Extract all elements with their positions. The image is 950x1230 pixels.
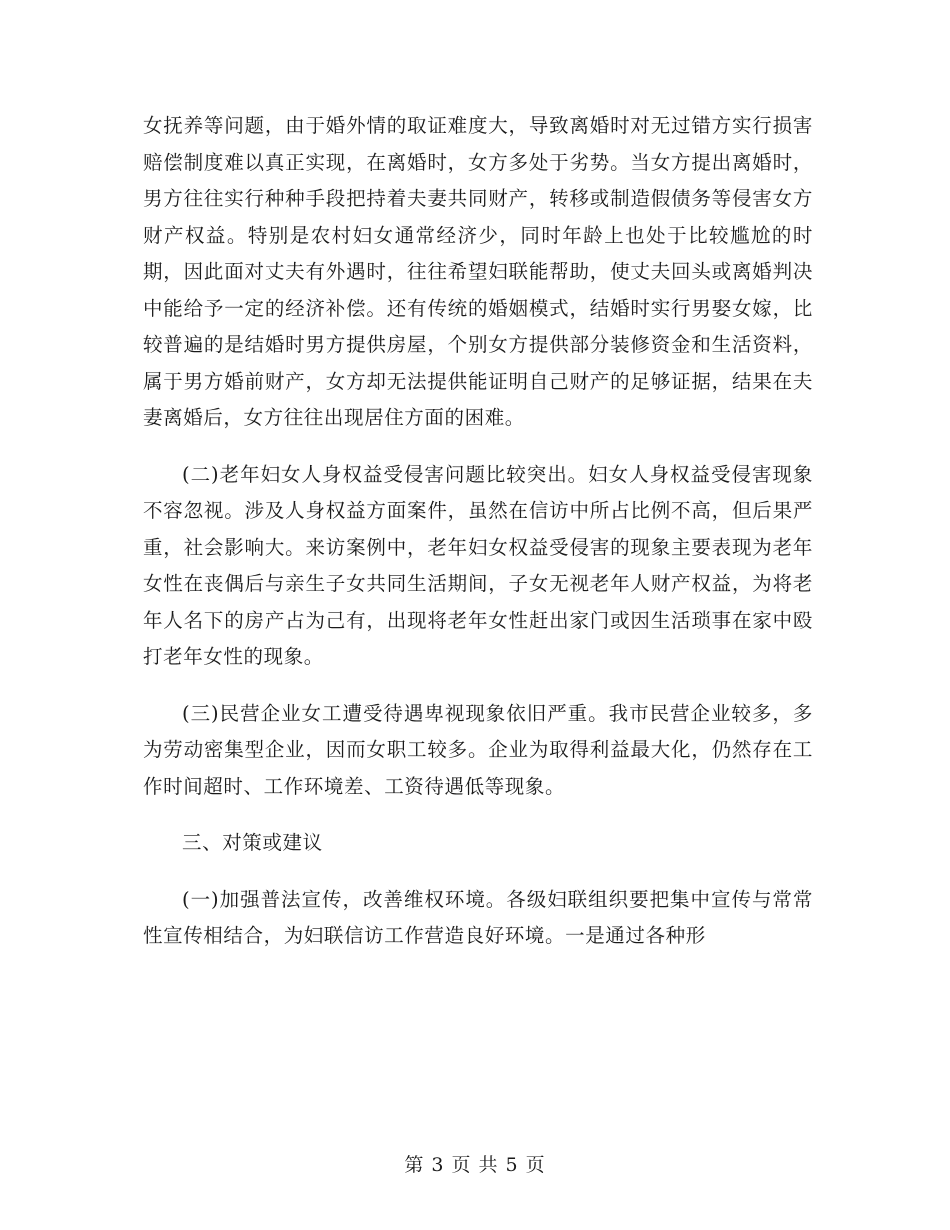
paragraph-gap	[143, 676, 813, 696]
page-number-footer: 第 3 页 共 5 页	[404, 1154, 546, 1176]
paragraph-gap	[143, 862, 813, 882]
paragraph-property-rights: 女抚养等问题，由于婚外情的取证难度大，导致离婚时对无过错方实行损害赔偿制度难以真正实现，在离婚时，女方多处于劣势。当女方提出离婚时，男方往往实行种种手段把持着夫妻共同财产，转移或制造假债务等侵害女方财产权益。特别是农村妇女通常经济少，同时年龄上也处于比较尴尬的时期，因此面对丈夫有外遇时，往往希望妇联能帮助，使丈夫回头或离婚判决中能给予一定的经济补偿。还有传统的婚姻模式，结婚时实行男娶女嫁，比较普遍的是结婚时男方提供房屋，个别女方提供部分装修资金和生活资料，属于男方婚前财产，女方却无法提供能证明自己财产的足够证据，结果在夫妻离婚后，女方往往出现居住方面的困难。	[143, 114, 813, 429]
document-body	[143, 108, 813, 955]
paragraph-gap	[143, 437, 813, 457]
paragraph-legal-publicity: (一)加强普法宣传，改善维权环境。各级妇联组织要把集中宣传与常常性宣传相结合，为妇联信访工作营造良好环境。一是通过各种形	[143, 887, 813, 947]
paragraph-private-enterprise: (三)民营企业女工遭受待遇卑视现象依旧严重。我市民营企业较多，多为劳动密集型企业，因而女职工较多。企业为取得利益最大化，仍然存在工作时间超时、工作环境差、工资待遇低等现象。	[143, 701, 813, 798]
paragraph-elderly-women: (二)老年妇女人身权益受侵害问题比较突出。妇女人身权益受侵害现象不容忽视。涉及人身权益方面案件，虽然在信访中所占比例不高，但后果严重，社会影响大。来访案例中，老年妇女权益受侵害的现象主要表现为老年女性在丧偶后与亲生子女共同生活期间，子女无视老年人财产权益，为将老年人名下的房产占为己有，出现将老年女性赶出家门或因生活琐事在家中殴打老年女性的现象。	[143, 462, 813, 668]
paragraph-gap	[143, 805, 813, 825]
section-heading-countermeasures: 三、对策或建议	[182, 831, 323, 854]
